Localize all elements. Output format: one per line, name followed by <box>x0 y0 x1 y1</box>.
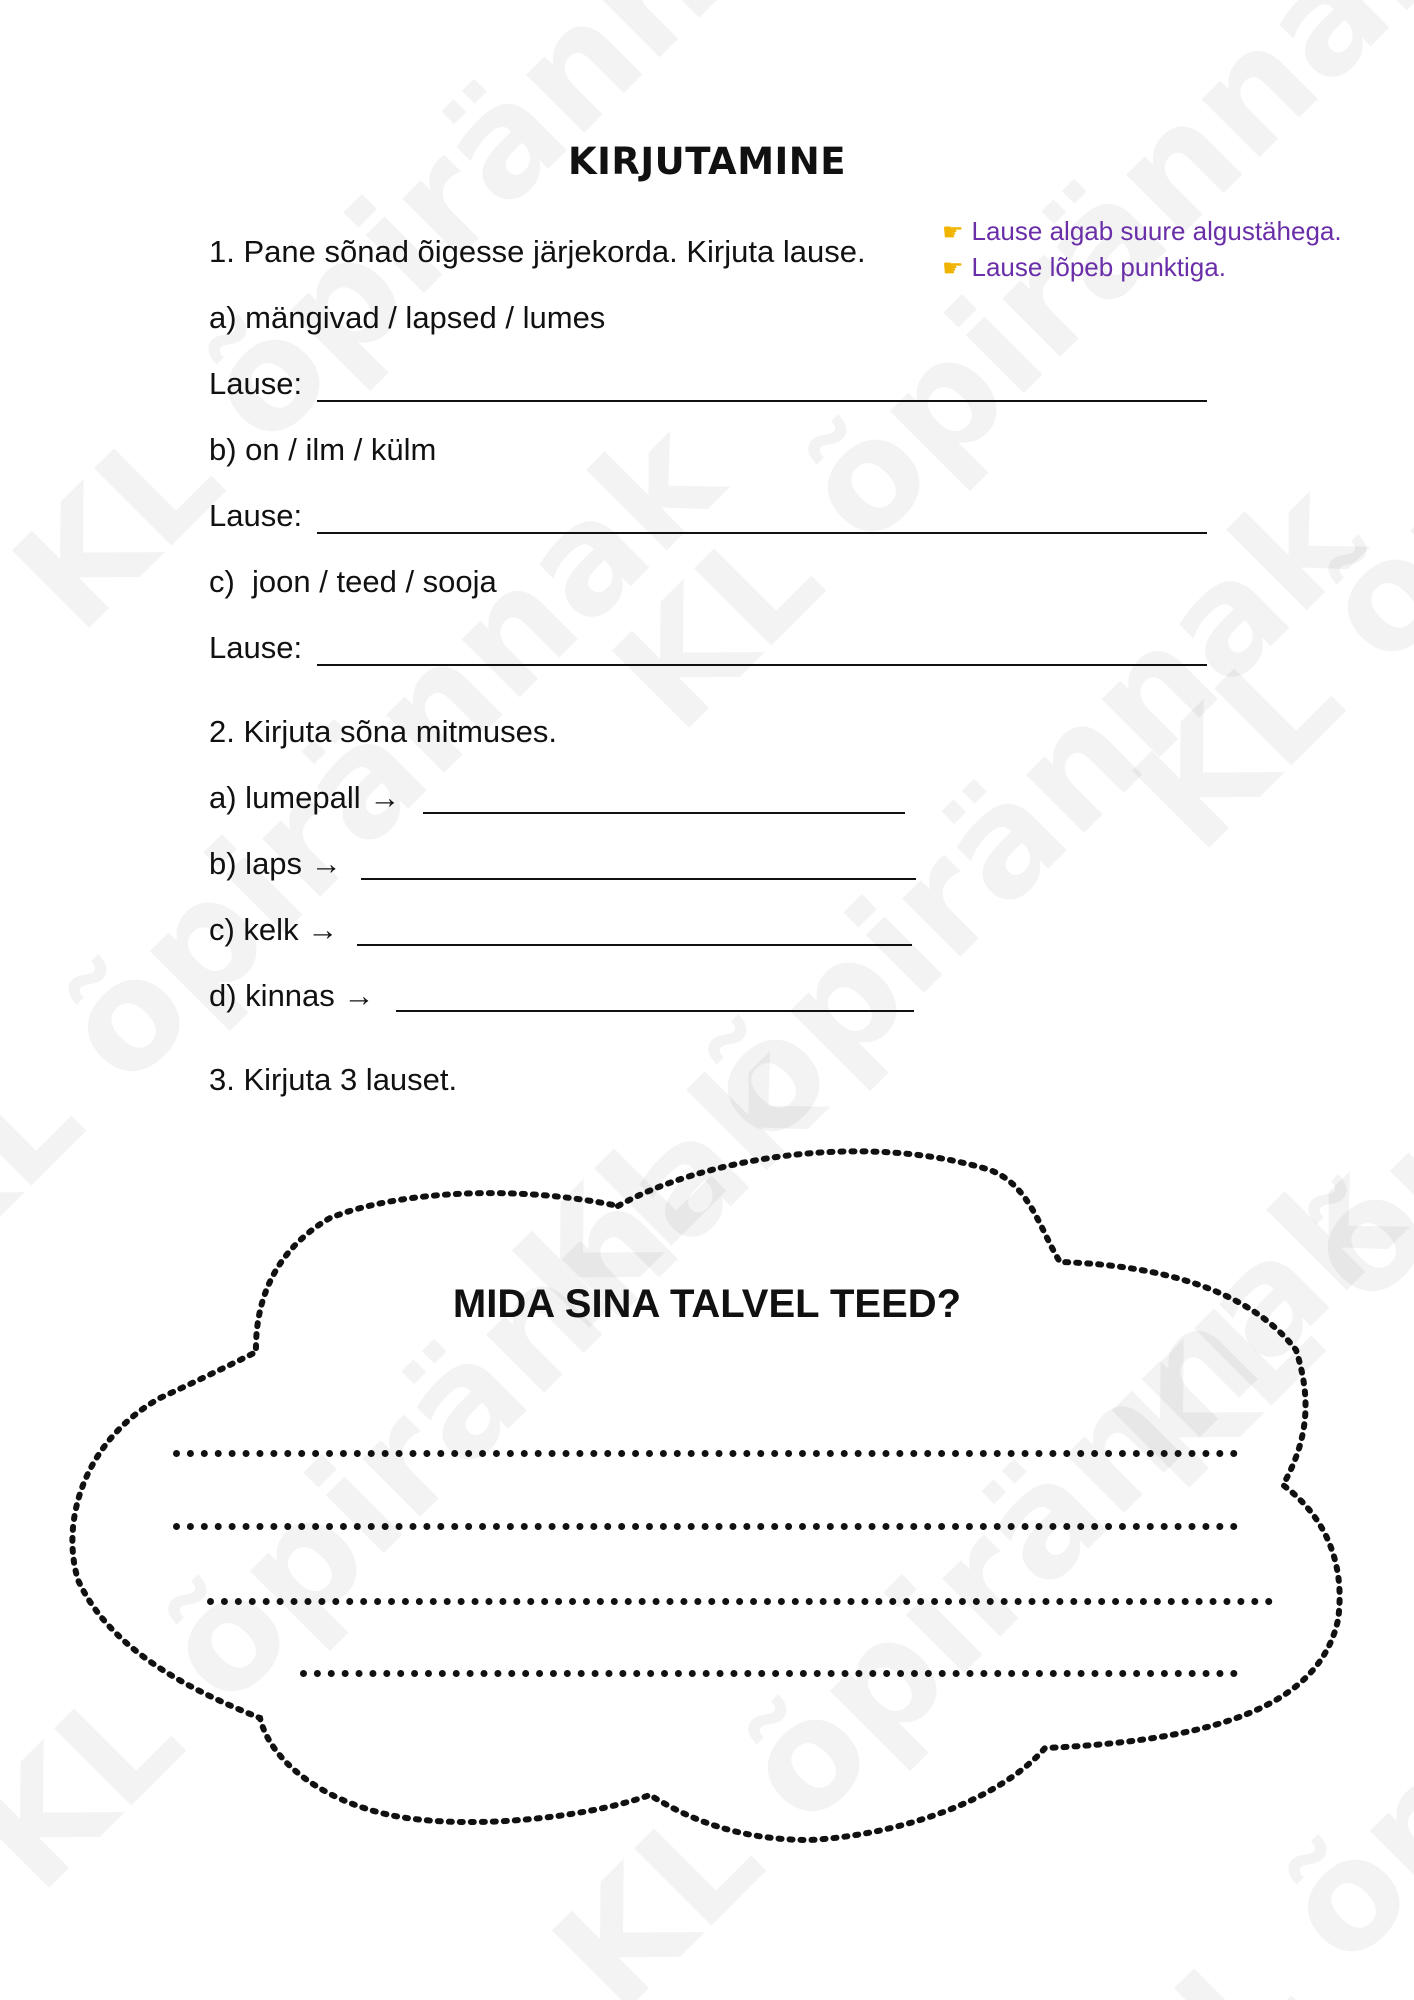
tips-box <box>942 214 1342 286</box>
writing-line[interactable] <box>300 1670 1238 1677</box>
writing-line[interactable] <box>207 1598 1273 1605</box>
task1-answer-line-c[interactable] <box>317 664 1207 666</box>
hand-pointing-right-icon: ☛ <box>942 255 964 282</box>
tip-text: Lause lõpeb punktiga. <box>971 252 1226 282</box>
task2-answer-line-c[interactable] <box>357 944 912 946</box>
tip-text: Lause algab suure algustähega. <box>971 216 1342 246</box>
task1-prompt-b: b) on / ilm / külm <box>209 432 437 467</box>
writing-line[interactable] <box>173 1523 1238 1530</box>
task2-heading: 2. Kirjuta sõna mitmuses. <box>209 714 558 749</box>
task2-item-d: d) kinnas → <box>209 978 375 1013</box>
writing-line[interactable] <box>173 1450 1238 1457</box>
task1-answer-label-b: Lause: <box>209 498 303 533</box>
task1-answer-line-b[interactable] <box>317 532 1207 534</box>
task1-answer-label-a: Lause: <box>209 366 303 401</box>
task1-answer-label-c: Lause: <box>209 630 303 665</box>
task1-answer-line-a[interactable] <box>317 400 1207 402</box>
task2-item-c: c) kelk → <box>209 912 339 947</box>
task2-answer-line-b[interactable] <box>361 878 916 880</box>
task1-heading: 1. Pane sõnad õigesse järjekorda. Kirjuta lause. <box>209 234 866 269</box>
task1-prompt-a: a) mängivad / lapsed / lumes <box>209 300 606 335</box>
task2-answer-line-a[interactable] <box>423 812 905 814</box>
page-title: KIRJUTAMINE <box>567 140 847 183</box>
task2-item-b: b) laps → <box>209 846 342 881</box>
task1-prompt-c: c) joon / teed / sooja <box>209 564 497 599</box>
cloud-title: MIDA SINA TALVEL TEED? <box>452 1282 962 1326</box>
task2-item-a: a) lumepall → <box>209 780 401 815</box>
task2-answer-line-d[interactable] <box>396 1010 914 1012</box>
hand-pointing-right-icon: ☛ <box>942 219 964 246</box>
tip-item <box>942 250 1342 286</box>
tip-item <box>942 214 1342 250</box>
task3-heading: 3. Kirjuta 3 lauset. <box>209 1062 458 1097</box>
